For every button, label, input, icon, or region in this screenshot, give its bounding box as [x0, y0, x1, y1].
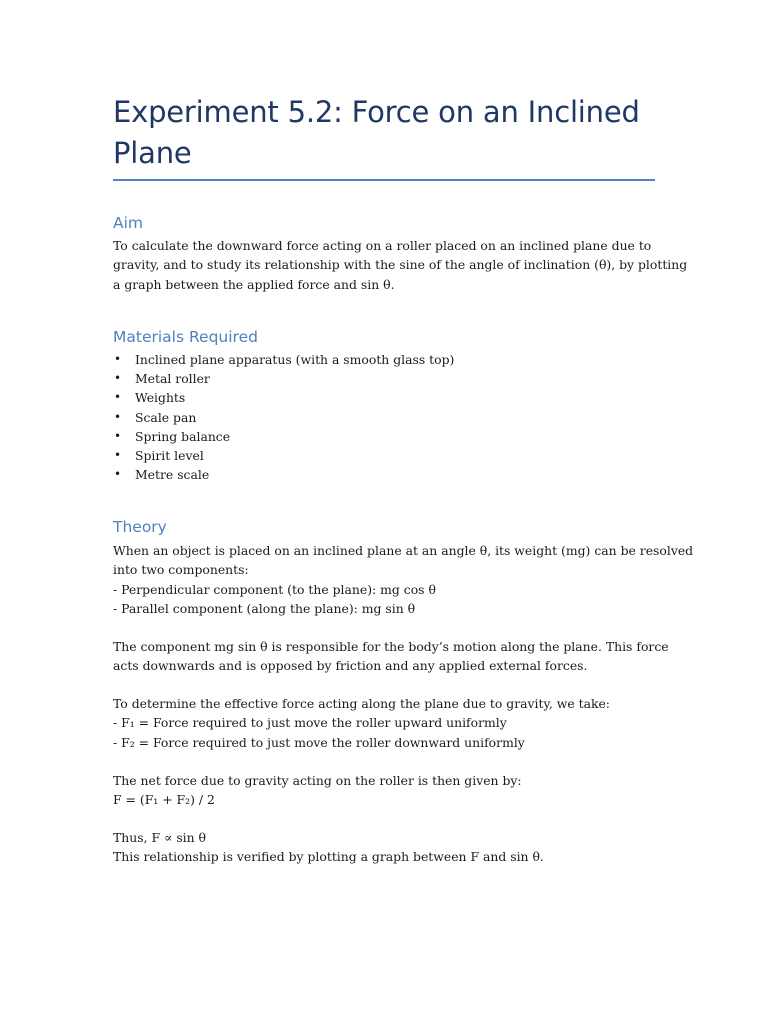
bullet-icon: • [114, 409, 122, 424]
list-item: • Scale pan [113, 408, 454, 427]
aim-heading: Aim [113, 214, 144, 232]
theory-line: - F₁ = Force required to just move the roller upward uniformly [113, 715, 507, 731]
list-item: • Metre scale [113, 465, 454, 484]
materials-heading: Materials Required [113, 328, 258, 346]
aim-line: To calculate the downward force acting on a roller placed on an inclined plane due to [113, 238, 652, 253]
bullet-icon: • [114, 428, 122, 443]
theory-paragraph-3 [113, 694, 658, 752]
bullet-icon: • [114, 371, 122, 386]
theory-paragraph-5 [113, 828, 658, 867]
list-item: • Spirit level [113, 446, 454, 465]
theory-line: The net force due to gravity acting on the roller is then given by: [113, 773, 522, 788]
theory-heading: Theory [113, 518, 167, 536]
theory-line: The component mg sin θ is responsible for the body’s motion along the plane. This force [113, 639, 669, 654]
aim-line: a graph between the applied force and sin θ. [113, 276, 395, 292]
theory-line: When an object is placed on an inclined plane at an angle θ, its weight (mg) can be resolved [113, 543, 694, 558]
title-line-2: Plane [113, 136, 192, 170]
bullet-icon: • [114, 467, 122, 482]
title-line-1: Experiment 5.2: Force on an Inclined [113, 95, 640, 129]
bullet-icon: • [114, 352, 122, 366]
list-item: • Spring balance [113, 427, 454, 446]
aim-line: gravity, and to study its relationship with the sine of the angle of inclination (θ), by plotting [113, 257, 688, 273]
theory-paragraph-4 [113, 771, 658, 810]
theory-paragraph-2 [113, 637, 669, 676]
title-underline [113, 179, 655, 181]
formula-line: F = (F₁ + F₂) / 2 [113, 792, 215, 808]
list-item: • Weights [113, 388, 454, 407]
theory-line: This relationship is verified by plotting a graph between F and sin θ. [113, 849, 544, 865]
materials-list [113, 350, 454, 484]
list-item: • Metal roller [113, 369, 454, 388]
page-title [113, 92, 658, 174]
theory-line: Thus, F ∝ sin θ [113, 830, 207, 845]
theory-line: - Perpendicular component (to the plane): mg cos θ [113, 581, 436, 597]
theory-line: into two components: [113, 562, 249, 578]
list-item: • Inclined plane apparatus (with a smooth glass top) [113, 350, 454, 369]
theory-line: - F₂ = Force required to just move the roller downward uniformly [113, 734, 525, 750]
theory-line: - Parallel component (along the plane): mg sin θ [113, 600, 416, 616]
theory-line: acts downwards and is opposed by friction and any applied external forces. [113, 658, 588, 674]
bullet-icon: • [114, 448, 122, 463]
theory-line: To determine the effective force acting along the plane due to gravity, we take: [113, 696, 610, 711]
theory-paragraph-1 [113, 541, 694, 618]
bullet-icon: • [114, 390, 122, 405]
aim-paragraph [113, 236, 688, 294]
